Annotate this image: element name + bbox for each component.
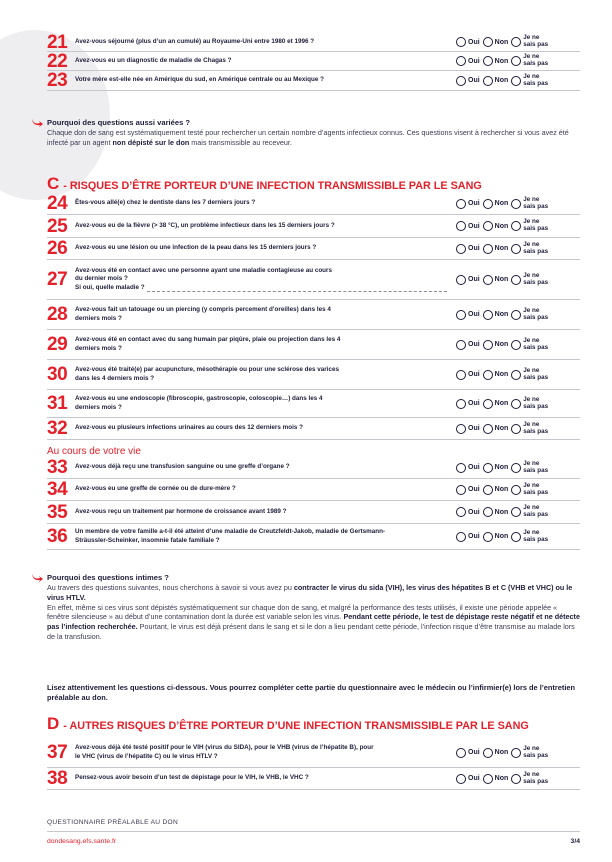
- question-text: Un membre de votre famille a-t-il été atteint d’une maladie de Creutzfeldt-Jakob, maladie de Gertsmann-Sträussler-Scheinker, insomnie fatale familiale ?: [75, 528, 386, 544]
- yes-radio[interactable]: [456, 340, 466, 350]
- yes-radio[interactable]: [456, 463, 466, 473]
- question-row-38: [47, 768, 580, 790]
- dont-know-label: Je ne sais pas: [523, 744, 549, 759]
- yes-radio[interactable]: [456, 507, 466, 517]
- yes-label: Oui: [468, 200, 480, 207]
- question-number: 36: [47, 526, 68, 547]
- yes-label: Oui: [468, 508, 480, 516]
- yes-radio[interactable]: [456, 56, 466, 66]
- question-text: Avez-vous eu de la fièvre (> 38 °C), un problème infectieux dans les 15 derniers jours ?: [75, 221, 335, 229]
- dont-know-radio[interactable]: [511, 424, 521, 434]
- no-radio[interactable]: [483, 221, 493, 231]
- question-text: Avez-vous eu un diagnostic de maladie de Chagas ?: [75, 56, 232, 64]
- dont-know-label: Je ne sais pas: [523, 528, 549, 543]
- dont-know-label: Je ne sais pas: [523, 240, 549, 255]
- footer-title: QUESTIONNAIRE PRÉALABLE AU DON: [47, 819, 179, 826]
- answer-group: [456, 397, 580, 410]
- dont-know-radio[interactable]: [511, 370, 521, 380]
- yes-radio[interactable]: [456, 424, 466, 434]
- question-number: 23: [47, 70, 68, 91]
- no-label: Non: [494, 464, 509, 471]
- section-c-heading: C - RISQUES D’ÊTRE PORTEUR D’UNE INFECTION TRANSMISSIBLE PAR LE SANG: [47, 174, 482, 193]
- question-text: Avez-vous séjourné (plus d’un an cumulé) au Royaume-Uni entre 1980 et 1996 ?: [75, 37, 315, 45]
- dont-know-radio[interactable]: [511, 76, 521, 86]
- question-number: 22: [47, 50, 68, 72]
- no-label: Non: [494, 775, 509, 782]
- question-row-32: [47, 418, 580, 440]
- question-row-28: [47, 300, 580, 330]
- yes-radio[interactable]: [456, 774, 466, 784]
- dont-know-radio[interactable]: [511, 221, 521, 231]
- no-label: Non: [494, 400, 509, 407]
- question-number: 24: [47, 193, 68, 214]
- question-number: 26: [47, 238, 68, 259]
- question-row-24: [47, 193, 580, 215]
- question-row-27: [47, 260, 580, 300]
- no-radio[interactable]: [483, 199, 493, 209]
- no-label: Non: [494, 486, 509, 493]
- no-label: Non: [494, 276, 509, 283]
- answer-group: [456, 273, 580, 286]
- answer-group: [456, 746, 580, 759]
- yes-label: Oui: [468, 341, 480, 348]
- footer-website-link[interactable]: dondesang.efs.sante.fr: [47, 838, 117, 845]
- question-text: Avez-vous reçu un traitement par hormone de croissance avant 1989 ?: [75, 507, 287, 515]
- dont-know-label: Je ne sais pas: [523, 770, 549, 785]
- yes-radio[interactable]: [456, 76, 466, 86]
- question-text: Avez-vous déjà reçu une transfusion sanguine ou une greffe d’organe ?: [75, 463, 290, 471]
- no-label: Non: [494, 533, 509, 540]
- answer-group: [456, 505, 580, 518]
- yes-radio[interactable]: [456, 310, 466, 320]
- no-radio[interactable]: [483, 507, 493, 517]
- dont-know-radio[interactable]: [511, 507, 521, 517]
- dont-know-radio[interactable]: [511, 774, 521, 784]
- no-radio[interactable]: [483, 424, 493, 434]
- yes-radio[interactable]: [456, 370, 466, 380]
- yes-radio[interactable]: [456, 532, 466, 542]
- no-radio[interactable]: [483, 485, 493, 495]
- answer-group: [456, 197, 580, 210]
- yes-label: Oui: [468, 276, 480, 283]
- yes-radio[interactable]: [456, 485, 466, 495]
- no-label: Non: [494, 341, 509, 348]
- question-number: 27: [47, 269, 68, 290]
- no-label: Non: [494, 200, 509, 207]
- dont-know-radio[interactable]: [511, 310, 521, 320]
- question-number: 38: [47, 768, 68, 789]
- no-label: Non: [494, 311, 509, 318]
- no-radio[interactable]: [483, 244, 493, 254]
- read-carefully-notice: Lisez attentivement les questions ci-dessous. Vous pourrez compléter cette partie du questionnaire avec le médecin ou l’infirmier(e) lors de l’entretien préalable au don.: [47, 683, 576, 702]
- yes-radio[interactable]: [456, 275, 466, 285]
- dont-know-radio[interactable]: [511, 463, 521, 473]
- question-text: Avez-vous été en contact avec du sang humain par piqûre, plaie ou projection dans les 4 derniers mois ?: [75, 336, 341, 352]
- disease-answer-field[interactable]: [147, 291, 447, 292]
- no-radio[interactable]: [483, 310, 493, 320]
- yes-label: Oui: [468, 533, 480, 540]
- why-intimate-title: Pourquoi des questions intimes ?: [47, 573, 169, 582]
- why-varied-body: Chaque don de sang est systématiquement testé pour rechercher un certain nombre d’agents infectieux connus. Ces questions visent à rechercher si vous avez été infecté par un agent non dépisté sur le don mais transmissible au receveur.: [47, 128, 569, 147]
- question-row-26: [47, 238, 580, 260]
- why-intimate-block: [47, 573, 580, 642]
- dont-know-label: Je ne sais pas: [523, 481, 549, 496]
- dont-know-radio[interactable]: [511, 56, 521, 66]
- no-label: Non: [494, 77, 509, 84]
- question-text: Avez-vous eu une endoscopie (fibroscopie, gastroscopie, coloscopie…) dans les 4 derniers mois ?: [75, 395, 323, 411]
- answer-group: [456, 483, 580, 496]
- yes-radio[interactable]: [456, 221, 466, 231]
- answer-group: [456, 368, 580, 381]
- page-number: 3/4: [570, 838, 580, 845]
- no-label: Non: [494, 425, 509, 432]
- footer-divider: [47, 831, 580, 832]
- question-text: Avez-vous eu une lésion ou une infection de la peau dans les 15 derniers jours ?: [75, 244, 317, 252]
- question-row-29: [47, 330, 580, 360]
- question-text: Avez-vous été en contact avec une personne ayant une maladie contagieuse au cours du dernier mois ? Si oui, quelle maladie ?: [73, 267, 456, 293]
- yes-label: Oui: [468, 57, 480, 65]
- dont-know-label: Je ne sais pas: [523, 395, 549, 410]
- question-row-21: [47, 33, 580, 52]
- section-d-heading: D - AUTRES RISQUES D’ÊTRE PORTEUR D’UNE INFECTION TRANSMISSIBLE PAR LE SANG: [47, 714, 529, 733]
- dont-know-label: Je ne sais pas: [523, 53, 549, 67]
- question-text: Avez-vous été traité(e) par acupuncture, mésothérapie ou pour une sclérose des varices dans les 4 derniers mois ?: [75, 366, 339, 382]
- no-label: Non: [494, 508, 509, 516]
- question-text: Pensez-vous avoir besoin d’un test de dépistage pour le VIH, le VHB, le VHC ?: [75, 774, 309, 782]
- question-row-37: [47, 738, 580, 768]
- yes-label: Oui: [468, 400, 480, 407]
- question-text: Votre mère est-elle née en Amérique du sud, en Amérique centrale ou au Mexique ?: [75, 76, 324, 84]
- yes-radio[interactable]: [456, 199, 466, 209]
- yes-radio[interactable]: [456, 748, 466, 758]
- question-number: 25: [47, 215, 68, 237]
- yes-label: Oui: [468, 371, 480, 378]
- question-number: 29: [47, 334, 68, 355]
- no-radio[interactable]: [483, 463, 493, 473]
- curved-arrow-icon: [31, 118, 44, 127]
- yes-radio[interactable]: [456, 399, 466, 409]
- dont-know-label: Je ne sais pas: [523, 72, 549, 87]
- dont-know-label: Je ne sais pas: [523, 420, 549, 435]
- question-row-23: [47, 71, 580, 91]
- yes-label: Oui: [468, 775, 480, 782]
- dont-know-label: Je ne sais pas: [523, 195, 549, 210]
- dont-know-radio[interactable]: [511, 340, 521, 350]
- followup-label: Si oui, quelle maladie ?: [75, 283, 145, 291]
- no-label: Non: [494, 245, 509, 252]
- dont-know-radio[interactable]: [511, 532, 521, 542]
- no-radio[interactable]: [483, 76, 493, 86]
- no-label: Non: [494, 222, 509, 230]
- answer-group: [456, 242, 580, 255]
- answer-group: [456, 338, 580, 351]
- answer-group: [456, 530, 580, 543]
- question-row-34: [47, 479, 580, 501]
- yes-radio[interactable]: [456, 37, 466, 47]
- no-radio[interactable]: [483, 56, 493, 66]
- answer-group: [456, 308, 580, 321]
- answer-group: [456, 219, 580, 232]
- question-text: Avez-vous fait un tatouage ou un piercing (y compris percement d’oreilles) dans les 4 derniers mois ?: [75, 306, 331, 322]
- yes-label: Oui: [468, 38, 480, 46]
- answer-group: [456, 35, 580, 48]
- question-number: 31: [47, 393, 68, 414]
- no-label: Non: [494, 57, 509, 65]
- no-label: Non: [494, 749, 509, 756]
- dont-know-radio[interactable]: [511, 399, 521, 409]
- dont-know-radio[interactable]: [511, 275, 521, 285]
- dont-know-radio[interactable]: [511, 748, 521, 758]
- no-label: Non: [494, 38, 509, 46]
- yes-label: Oui: [468, 749, 480, 756]
- dont-know-radio[interactable]: [511, 199, 521, 209]
- no-radio[interactable]: [483, 774, 493, 784]
- dont-know-label: Je ne sais pas: [523, 271, 549, 286]
- question-text: Avez-vous déjà été testé positif pour le VIH (virus du SIDA), pour le VHB (virus de l’hépatite B), pour le VHC (virus de l’hépatite C) ou le virus HTLV ?: [75, 744, 374, 760]
- dont-know-label: Je ne sais pas: [523, 504, 549, 518]
- no-radio[interactable]: [483, 532, 493, 542]
- why-varied-title: Pourquoi des questions aussi variées ?: [47, 118, 191, 127]
- question-number: 28: [47, 304, 68, 325]
- question-row-36: [47, 524, 580, 550]
- yes-label: Oui: [468, 245, 480, 252]
- no-radio[interactable]: [483, 340, 493, 350]
- question-row-30: [47, 360, 580, 390]
- why-varied-block: [47, 118, 580, 148]
- curved-arrow-icon: [31, 573, 44, 582]
- question-row-31: [47, 390, 580, 418]
- answer-group: [456, 74, 580, 87]
- dont-know-label: Je ne sais pas: [523, 218, 549, 232]
- question-row-22: [47, 52, 580, 71]
- dont-know-label: Je ne sais pas: [523, 34, 549, 48]
- dont-know-radio[interactable]: [511, 37, 521, 47]
- question-text: Avez-vous eu une greffe de cornée ou de dure-mère ?: [75, 485, 236, 493]
- answer-group: [456, 772, 580, 785]
- question-number: 37: [47, 742, 68, 763]
- no-radio[interactable]: [483, 370, 493, 380]
- question-number: 35: [47, 501, 68, 523]
- answer-group: [456, 422, 580, 435]
- yes-label: Oui: [468, 311, 480, 318]
- question-number: 30: [47, 364, 68, 385]
- dont-know-label: Je ne sais pas: [523, 306, 549, 321]
- no-radio[interactable]: [483, 37, 493, 47]
- question-row-33: [47, 457, 580, 479]
- question-text: Avez-vous eu plusieurs infections urinaires au cours des 12 derniers mois ?: [75, 424, 303, 432]
- dont-know-label: Je ne sais pas: [523, 366, 549, 381]
- dont-know-radio[interactable]: [511, 485, 521, 495]
- question-text: Êtes-vous allé(e) chez le dentiste dans les 7 derniers jours ?: [75, 199, 256, 207]
- no-label: Non: [494, 371, 509, 378]
- yes-label: Oui: [468, 486, 480, 493]
- question-row-35: [47, 501, 580, 524]
- question-number: 33: [47, 457, 68, 478]
- no-radio[interactable]: [483, 275, 493, 285]
- answer-group: [456, 54, 580, 67]
- no-radio[interactable]: [483, 748, 493, 758]
- yes-label: Oui: [468, 464, 480, 471]
- yes-label: Oui: [468, 222, 480, 230]
- yes-radio[interactable]: [456, 244, 466, 254]
- yes-label: Oui: [468, 425, 480, 432]
- question-number: 32: [47, 418, 68, 439]
- dont-know-radio[interactable]: [511, 244, 521, 254]
- question-row-25: [47, 215, 580, 238]
- why-intimate-paragraph-1: Au travers des questions suivantes, nous cherchons à savoir si vous avez pu contracter le virus du sida (VIH), les virus des hépatites B et C (VHB et VHC) ou le virus HTLV.: [47, 583, 573, 602]
- question-number: 34: [47, 479, 68, 500]
- no-radio[interactable]: [483, 399, 493, 409]
- yes-label: Oui: [468, 77, 480, 84]
- lifetime-subheading: Au cours de votre vie: [47, 446, 141, 457]
- why-intimate-paragraph-2: En effet, même si ces virus sont dépistés systématiquement sur chaque don de sang, et malgré la performance des tests utilisés, il existe une période appelée « fenêtre silencieuse » au début d’une contamination dont la durée est variable selon les virus. Pendant cette période, le test de dépistage reste négatif et ne détecte pas l’infection recherchée. Pourtant, le virus est déjà présent dans le sang et si le don a lieu pendant cette période, l’infection risque d’être transmise au malade lors de la transfusion.: [47, 602, 580, 641]
- dont-know-label: Je ne sais pas: [523, 336, 549, 351]
- dont-know-label: Je ne sais pas: [523, 459, 549, 474]
- question-number: 21: [47, 31, 68, 53]
- answer-group: [456, 461, 580, 474]
